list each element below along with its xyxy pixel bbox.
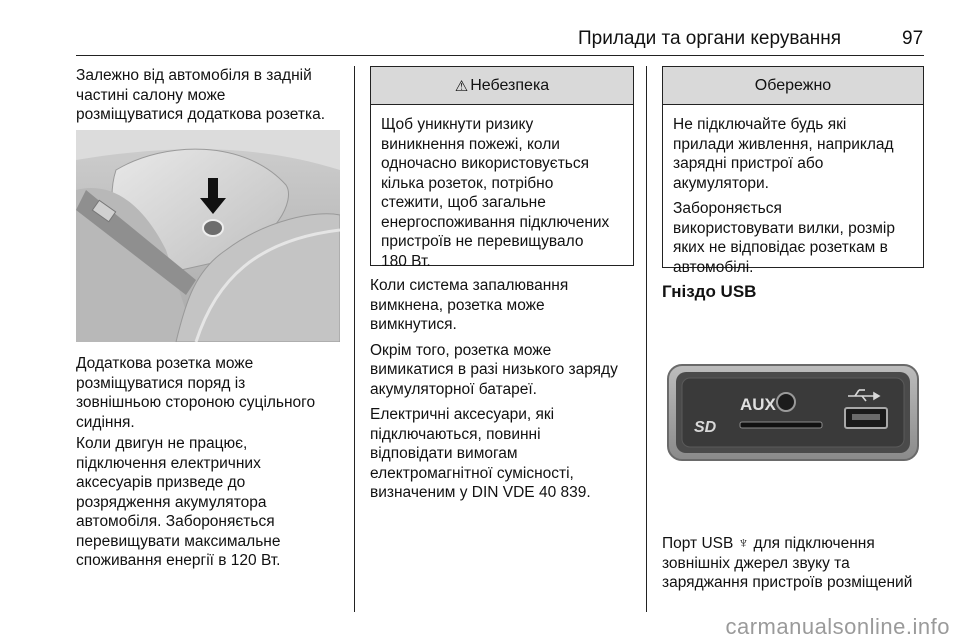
text-line: Залежно від автомобіля в задній	[76, 67, 312, 84]
danger-box	[370, 66, 634, 270]
text-line: перевищувати максимальне	[76, 532, 281, 550]
text-line: Окрім того, розетка може	[370, 341, 552, 359]
emc-paragraph	[370, 405, 634, 503]
usb-paragraph	[662, 534, 924, 593]
intro-paragraph	[76, 66, 346, 125]
text-line: Електричні аксесуари, які	[370, 406, 555, 423]
caution-box-header	[663, 67, 923, 105]
text-line: Коли система запалювання	[370, 277, 569, 294]
text-line: Забороняється	[673, 200, 782, 217]
danger-text	[371, 105, 633, 279]
text-line: вимкнена, розетка може	[370, 296, 545, 314]
text-line: автомобіля. Забороняється	[76, 513, 275, 530]
text-line: акумулятори.	[673, 174, 769, 192]
text-line: Порт USB ♆ для підключення	[662, 535, 875, 552]
sd-card-slot	[740, 422, 822, 428]
text-line: аксесуарів призведе до	[76, 474, 246, 491]
danger-box-header	[371, 67, 633, 105]
text-line: зовнішньою стороною суцільного	[76, 394, 316, 411]
text-line: відповідати вимогам	[370, 445, 518, 462]
warning-triangle-icon: ⚠	[454, 77, 469, 95]
text-line: Коли двигун не працює,	[76, 435, 248, 452]
text-line: 180 Вт.	[381, 252, 431, 270]
caution-text	[663, 105, 923, 291]
usb-heading: Гніздо USB	[662, 282, 757, 301]
text-line: вимикатися в разі низького заряду	[370, 361, 618, 378]
caution-paragraph-2	[673, 199, 913, 277]
column-divider-1	[354, 66, 355, 612]
text-line: пристроїв не перевищувало	[381, 233, 584, 250]
text-line: автомобілі.	[673, 258, 754, 276]
text-line: зарядні пристрої або	[673, 155, 824, 172]
usb-aux-panel-image	[662, 310, 924, 522]
text-line: підключення електричних	[76, 454, 261, 472]
rear-socket-photo	[76, 130, 340, 342]
text-line: електромагнітної сумісності,	[370, 464, 574, 482]
text-line: визначеним у DIN VDE 40 839.	[370, 484, 591, 501]
text-line: акумуляторної батареї.	[370, 380, 537, 398]
text-line: Щоб уникнути ризику	[381, 116, 534, 133]
text-line: Додаткова розетка може	[76, 355, 254, 372]
socket-caption	[76, 354, 346, 432]
col2-text	[370, 276, 634, 509]
page-header-title: Прилади та органи керування	[578, 28, 842, 49]
caution-title: Обережно	[754, 76, 832, 94]
engine-off-paragraph	[76, 434, 346, 571]
aux-jack	[777, 393, 795, 411]
text-line: одночасно використовується	[381, 155, 590, 172]
text-line: заряджання пристроїв розміщений	[662, 574, 913, 591]
text-line: яких не відповідає розеткам в	[673, 239, 888, 256]
text-line: частині салону може	[76, 86, 226, 104]
text-line: розрядження акумулятора	[76, 493, 267, 511]
sd-logo-icon: SD	[694, 419, 717, 436]
ignition-paragraph	[370, 276, 634, 335]
text-line: розміщуватися поряд із	[76, 374, 246, 392]
caution-paragraph-1	[673, 115, 913, 193]
text-line: кілька розеток, потрібно	[381, 174, 554, 192]
text-line: виникнення пожежі, коли	[381, 135, 560, 153]
text-line: використовувати вилки, розмір	[673, 219, 895, 237]
caution-box	[662, 66, 924, 276]
text-line: вимкнутися.	[370, 316, 457, 333]
text-line: розміщуватися додаткова розетка.	[76, 106, 326, 123]
text-line: підключаються, повинні	[370, 425, 541, 443]
column-divider-2	[646, 66, 647, 612]
page-number: 97	[902, 28, 924, 49]
watermark-text: carmanualsonline.info	[725, 614, 950, 639]
low-battery-paragraph	[370, 341, 634, 400]
text-line: споживання енергії в 120 Вт.	[76, 552, 281, 569]
text-line: енергоспоживання підключених	[381, 213, 610, 231]
aux-label: AUX	[740, 395, 776, 414]
header-rule	[76, 55, 924, 56]
text-line: стежити, щоб загальне	[381, 194, 546, 211]
text-line: Не підключайте будь які	[673, 116, 847, 133]
text-line: сидіння.	[76, 413, 135, 431]
danger-title: Небезпека	[470, 76, 550, 94]
text-line: зовнішніх джерел звуку та	[662, 554, 850, 572]
watermark	[0, 614, 960, 640]
text-line: прилади живлення, наприклад	[673, 135, 894, 153]
